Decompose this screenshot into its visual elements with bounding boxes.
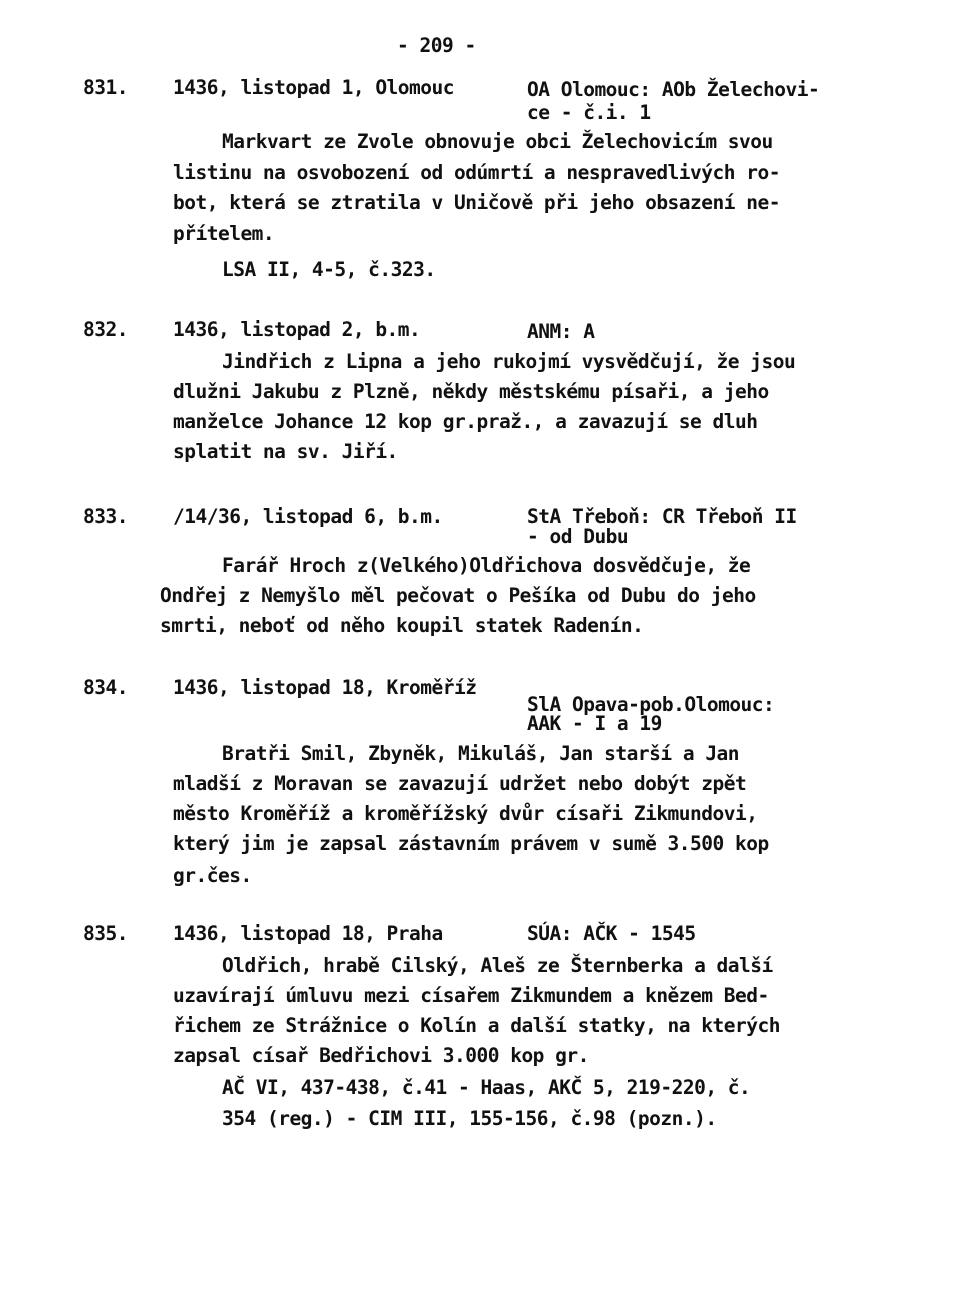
regest-text: Jindřich z Lipna a jeho rukojmí vysvědčují, že jsou bbox=[222, 350, 796, 373]
archive-reference: AAK - I a 19 bbox=[527, 712, 662, 735]
regest-text: uzavírají úmluvu mezi císařem Zikmundem a knězem Bed- bbox=[173, 984, 769, 1007]
regest-text: přítelem. bbox=[173, 222, 275, 245]
regest-text: Markvart ze Zvole obnovuje obci Želechovicím svou bbox=[222, 130, 773, 153]
archive-reference: - od Dubu bbox=[527, 525, 629, 548]
regest-text: mladší z Moravan se zavazují udržet nebo dobýt zpět bbox=[173, 772, 747, 795]
entry-number: 833. bbox=[83, 505, 128, 528]
entry-number: 831. bbox=[83, 76, 128, 99]
source-citation: LSA II, 4-5, č.323. bbox=[222, 258, 436, 281]
entry-number: 835. bbox=[83, 922, 128, 945]
archive-reference: SlA Opava-pob.Olomouc: bbox=[527, 693, 775, 716]
archive-reference: SÚA: AČK - 1545 bbox=[527, 922, 696, 945]
regest-text: dlužni Jakubu z Plzně, někdy městskému písaři, a jeho bbox=[173, 380, 769, 403]
regest-text: Oldřich, hrabě Cilský, Aleš ze Šternberka a další bbox=[222, 954, 773, 977]
entry-heading: 1436, listopad 1, Olomouc bbox=[173, 76, 454, 99]
regest-text: Farář Hroch z(Velkého)Oldřichova dosvědčuje, že bbox=[222, 554, 751, 577]
page-number: - 209 - bbox=[397, 34, 476, 57]
entry-heading: /14/36, listopad 6, b.m. bbox=[173, 505, 443, 528]
archive-reference: StA Třeboň: CR Třeboň II bbox=[527, 505, 797, 528]
regest-text: splatit na sv. Jiří. bbox=[173, 440, 398, 463]
regest-text: gr.čes. bbox=[173, 864, 252, 887]
source-citation: AČ VI, 437-438, č.41 - Haas, AKČ 5, 219-220, č. bbox=[222, 1076, 751, 1099]
regest-text: město Kroměříž a kroměřížský dvůr císaři Zikmundovi, bbox=[173, 802, 758, 825]
regest-text: který jim je zapsal zástavním právem v sumě 3.500 kop bbox=[173, 832, 769, 855]
entry-number: 834. bbox=[83, 676, 128, 699]
entry-heading: 1436, listopad 2, b.m. bbox=[173, 318, 421, 341]
regest-text: řichem ze Strážnice o Kolín a další statky, na kterých bbox=[173, 1014, 780, 1037]
archive-reference: ANM: A bbox=[527, 320, 595, 343]
source-citation: 354 (reg.) - CIM III, 155-156, č.98 (pozn.). bbox=[222, 1107, 717, 1130]
regest-text: bot, která se ztratila v Uničově při jeho obsazení ne- bbox=[173, 191, 780, 214]
archive-reference: ce - č.i. 1 bbox=[527, 101, 651, 124]
entry-number: 832. bbox=[83, 318, 128, 341]
regest-text: listinu na osvobození od odúmrtí a nespravedlivých ro- bbox=[173, 161, 780, 184]
regest-text: Bratři Smil, Zbyněk, Mikuláš, Jan starší a Jan bbox=[222, 742, 740, 765]
regest-text: smrti, neboť od něho koupil statek Radenín. bbox=[160, 614, 644, 637]
regest-text: zapsal císař Bedřichovi 3.000 kop gr. bbox=[173, 1044, 589, 1067]
entry-heading: 1436, listopad 18, Praha bbox=[173, 922, 443, 945]
archive-reference: OA Olomouc: AOb Želechovi- bbox=[527, 78, 820, 101]
entry-heading: 1436, listopad 18, Kroměříž bbox=[173, 676, 477, 699]
regest-text: Ondřej z Nemyšlo měl pečovat o Pešíka od Dubu do jeho bbox=[160, 584, 756, 607]
regest-text: manželce Johance 12 kop gr.praž., a zavazují se dluh bbox=[173, 410, 758, 433]
